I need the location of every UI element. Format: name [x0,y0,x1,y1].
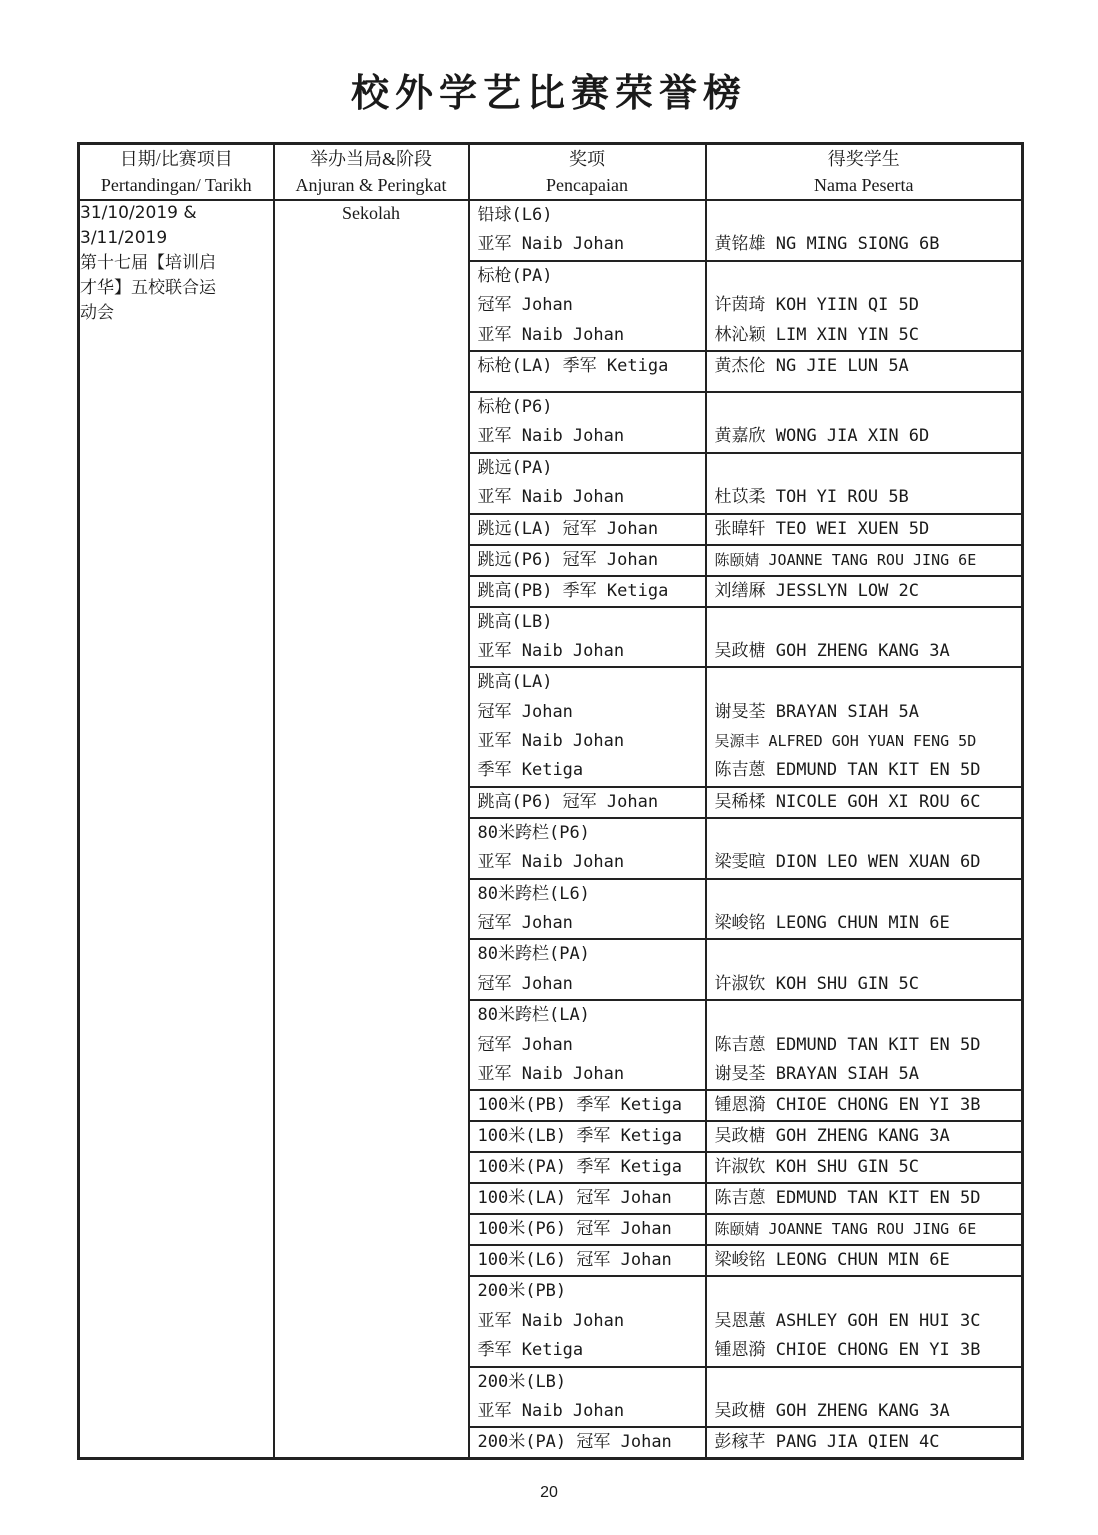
student-line: 锺恩漪 CHIOE CHONG EN YI 3B [714,1340,981,1361]
award-line: 铅球(L6) [477,205,553,225]
student-line [707,668,1022,697]
award-line: 亚军 Naib Johan [477,234,625,255]
award-line: 冠军 Johan [477,701,573,722]
student-cell [706,1183,1023,1214]
award-cell [469,667,706,787]
header-ms: Pertandingan/ Tarikh [100,175,252,195]
student-line: 吴恩蕙 ASHLEY GOH EN HUI 3C [714,1310,981,1331]
student-line: 吴政榶 GOH ZHENG KANG 3A [714,1400,950,1421]
student-line: 陈颐婧 JOANNE TANG ROU JING 6E [714,1220,977,1239]
award-line: 跳远(PA) [477,457,553,478]
student-line [707,819,1022,848]
award-line: 80米跨栏(L6) [477,883,590,904]
award-line: 冠军 Johan [477,973,573,994]
header-organizer [274,144,469,201]
student-line [707,880,1022,909]
award-line: 200米(PA) 冠军 Johan [477,1432,672,1453]
award-row [79,200,1023,261]
award-line: 亚军 Naib Johan [477,1310,625,1331]
award-cell [469,1183,706,1214]
header-award [469,144,706,201]
student-cell [706,453,1023,514]
student-line: 陈吉蒽 EDMUND TAN KIT EN 5D [714,760,981,781]
award-line: 跳高(P6) 冠军 Johan [477,791,659,812]
event-line: 31/10/2019 & [80,203,197,223]
event-cell [79,200,274,1459]
student-line: 吴政榶 GOH ZHENG KANG 3A [714,1126,950,1147]
student-cell [706,1090,1023,1121]
award-cell [469,607,706,668]
student-line [707,393,1022,422]
student-line [707,454,1022,483]
organizer-cell [274,200,469,1459]
student-line: 张暐轩 TEO WEI XUEN 5D [714,518,930,539]
student-line: 林沁颖 LIM XIN YIN 5C [714,324,920,345]
student-cell [706,607,1023,668]
award-cell [469,1000,706,1090]
award-line: 100米(PB) 季军 Ketiga [477,1095,683,1116]
award-line: 冠军 Johan [477,1034,573,1055]
award-line: 100米(P6) 冠军 Johan [477,1219,672,1240]
award-line: 季军 Ketiga [477,1340,584,1361]
header-zh: 得奖学生 [827,149,900,169]
student-line: 陈吉蒽 EDMUND TAN KIT EN 5D [714,1188,981,1209]
award-line: 200米(PB) [477,1281,567,1302]
award-line: 80米跨栏(LA) [477,1005,590,1026]
award-line: 亚军 Naib Johan [477,852,625,873]
award-line: 跳高(PB) 季军 Ketiga [477,580,669,601]
student-line [707,1001,1022,1030]
student-cell [706,1367,1023,1428]
student-line: 吴政榶 GOH ZHENG KANG 3A [714,640,950,661]
event-line: 3/11/2019 [80,228,168,248]
student-line: 梁雯暄 DION LEO WEN XUAN 6D [714,852,981,873]
award-line: 亚军 Naib Johan [477,1063,625,1084]
student-line: 刘缮厤 JESSLYN LOW 2C [714,580,920,601]
header-ms: Nama Peserta [814,175,914,195]
award-line: 80米跨栏(P6) [477,822,590,843]
header-zh: 举办当局&阶段 [309,149,432,169]
award-line: 100米(L6) 冠军 Johan [477,1250,672,1271]
event-line: 动会 [80,303,114,323]
student-line: 杜苡柔 TOH YI ROU 5B [714,487,909,508]
student-line: 锺恩漪 CHIOE CHONG EN YI 3B [714,1095,981,1116]
award-line: 标枪(LA) 季军 Ketiga [477,355,669,376]
award-line: 200米(LB) [477,1371,567,1392]
student-line: 梁峻铭 LEONG CHUN MIN 6E [714,913,950,934]
student-line [707,1277,1022,1306]
student-cell [706,392,1023,453]
award-cell [469,576,706,607]
student-cell [706,939,1023,1000]
student-line: 陈颐婧 JOANNE TANG ROU JING 6E [714,550,977,569]
page-number: 20 [540,1484,558,1501]
award-line: 亚军 Naib Johan [477,487,625,508]
student-cell [706,200,1023,261]
student-line: 谢旻荃 BRAYAN SIAH 5A [714,701,920,722]
student-line [707,608,1022,637]
award-line: 亚军 Naib Johan [477,731,625,752]
header-zh: 奖项 [569,149,605,169]
student-line: 吴源丰 ALFRED GOH YUAN FENG 5D [714,732,977,751]
award-cell [469,453,706,514]
award-line: 跳远(P6) 冠军 Johan [477,549,659,570]
award-cell [469,1152,706,1183]
header-ms: Pencapaian [546,175,628,195]
award-line: 亚军 Naib Johan [477,640,625,661]
award-cell [469,514,706,545]
student-cell [706,1276,1023,1366]
student-cell [706,261,1023,351]
award-line: 80米跨栏(PA) [477,944,590,965]
award-line: 冠军 Johan [477,295,573,316]
student-line [707,1368,1022,1397]
student-cell [706,1427,1023,1459]
page-title: 校外学艺比赛荣誉榜 [350,70,747,115]
student-cell [706,545,1023,576]
student-line: 梁峻铭 LEONG CHUN MIN 6E [714,1250,950,1271]
event-line: 第十七届【培训启 [80,253,216,273]
award-cell [469,879,706,940]
student-line: 吴稀楺 NICOLE GOH XI ROU 6C [714,791,981,812]
student-line: 黄铭雄 NG MING SIONG 6B [714,234,940,255]
student-line [707,201,1022,230]
award-line: 标枪(PA) [477,265,553,286]
student-line: 陈吉蒽 EDMUND TAN KIT EN 5D [714,1034,981,1055]
award-cell [469,1367,706,1428]
student-line [707,940,1022,969]
award-line: 标枪(P6) [477,396,553,417]
award-cell [469,1214,706,1245]
awards-table [77,142,1024,1460]
award-line: 100米(LA) 冠军 Johan [477,1188,672,1209]
award-line: 跳远(LA) 冠军 Johan [477,518,659,539]
header-student [706,144,1023,201]
awards-body [79,200,1023,1459]
student-line: 彭稼芊 PANG JIA QIEN 4C [714,1432,940,1453]
organizer-text: Sekolah [342,203,400,223]
student-line: 许茵琦 KOH YIIN QI 5D [714,295,920,316]
student-cell [706,787,1023,818]
award-cell [469,818,706,879]
award-line: 跳高(LB) [477,611,553,632]
student-line: 谢旻荃 BRAYAN SIAH 5A [714,1063,920,1084]
award-cell [469,1090,706,1121]
student-cell [706,1121,1023,1152]
award-line: 季军 Ketiga [477,760,584,781]
award-cell [469,1121,706,1152]
award-line: 亚军 Naib Johan [477,1400,625,1421]
award-cell [469,200,706,261]
student-line [707,262,1022,291]
student-cell [706,576,1023,607]
student-line: 黄杰伦 NG JIE LUN 5A [714,355,909,376]
student-cell [706,1214,1023,1245]
award-cell [469,392,706,453]
event-line: 才华】五校联合运 [80,278,216,298]
award-line: 冠军 Johan [477,913,573,934]
student-cell [706,1245,1023,1276]
student-line: 黄嘉欣 WONG JIA XIN 6D [714,426,930,447]
award-cell [469,939,706,1000]
award-line: 100米(PA) 季军 Ketiga [477,1157,683,1178]
award-cell [469,1276,706,1366]
student-cell [706,1152,1023,1183]
student-line: 许淑钦 KOH SHU GIN 5C [714,973,920,994]
student-line: 许淑钦 KOH SHU GIN 5C [714,1157,920,1178]
student-cell [706,818,1023,879]
header-ms: Anjuran & Peringkat [295,175,447,195]
award-cell [469,351,706,392]
award-cell [469,1245,706,1276]
student-cell [706,1000,1023,1090]
award-cell [469,545,706,576]
award-line: 亚军 Naib Johan [477,426,625,447]
header-date-event [79,144,274,201]
award-line: 亚军 Naib Johan [477,324,625,345]
award-line: 100米(LB) 季军 Ketiga [477,1126,683,1147]
award-line: 跳高(LA) [477,672,553,693]
award-cell [469,787,706,818]
student-cell [706,514,1023,545]
student-cell [706,879,1023,940]
student-cell [706,351,1023,392]
header-zh: 日期/比赛项目 [119,149,233,169]
award-cell [469,261,706,351]
student-cell [706,667,1023,787]
header-row [79,144,1023,201]
award-cell [469,1427,706,1459]
